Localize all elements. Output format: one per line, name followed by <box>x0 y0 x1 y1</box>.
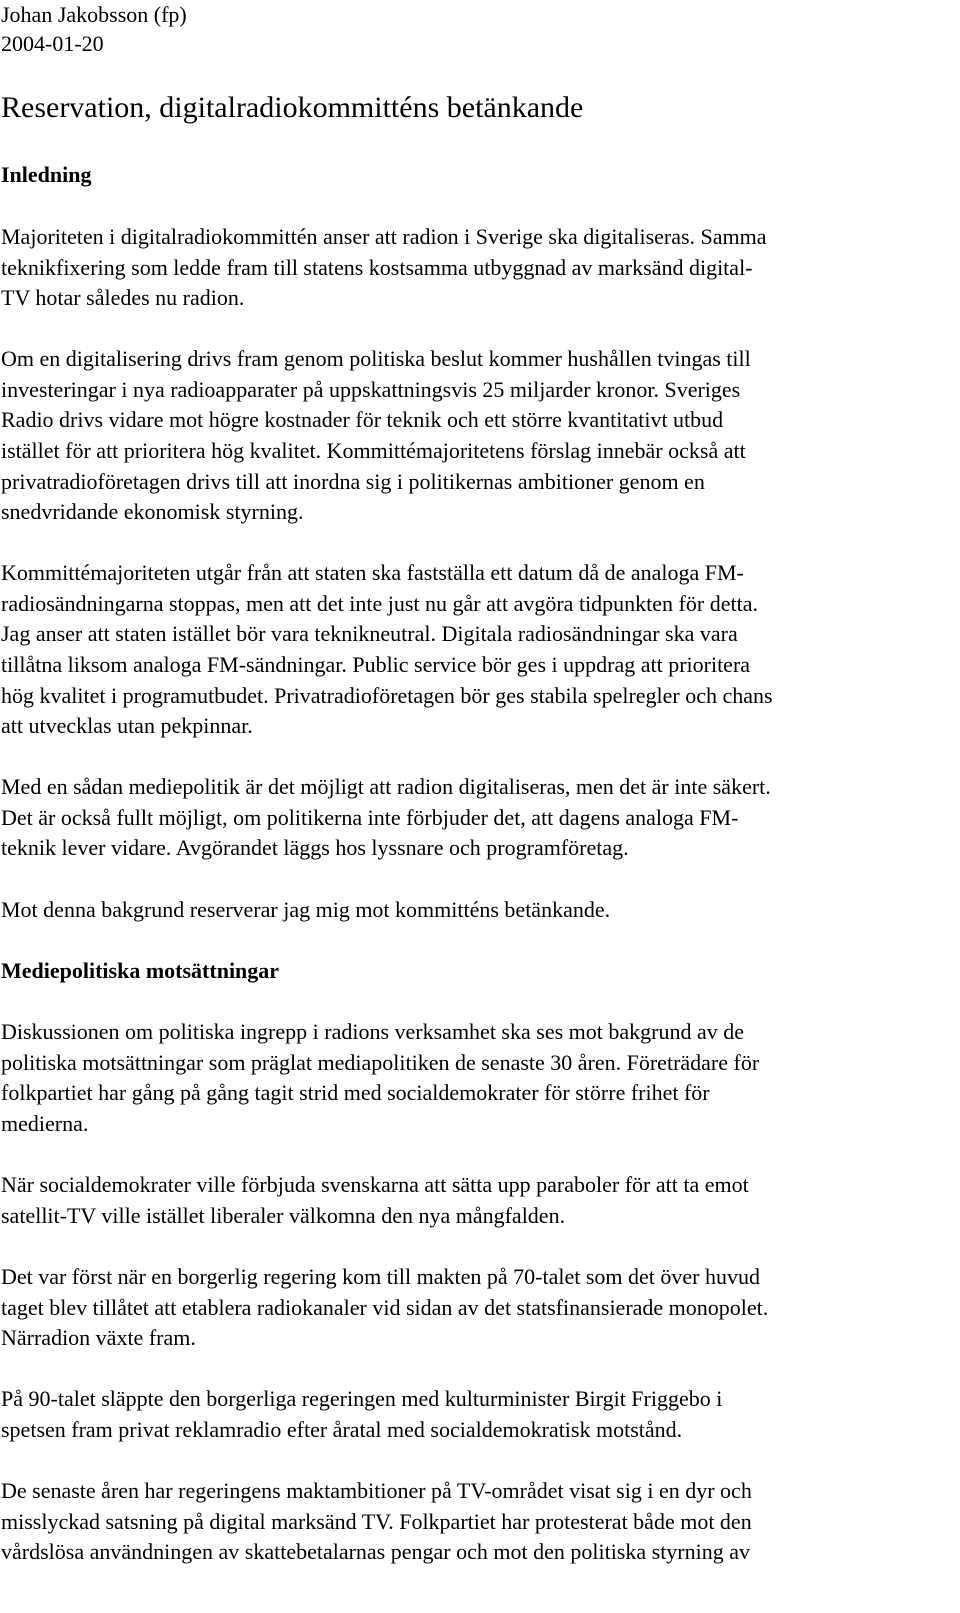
paragraph-line: Radio drivs vidare mot högre kostnader för teknik och ett större kvantitativt utbud <box>1 407 724 433</box>
paragraph-line: Med en sådan mediepolitik är det möjligt att radion digitaliseras, men det är inte säkert. <box>1 774 771 799</box>
paragraph-line: Om en digitalisering drivs fram genom politiska beslut kommer hushållen tvingas till <box>1 346 751 371</box>
date-line: 2004-01-20 <box>1 31 104 56</box>
paragraph-line: TV hotar således nu radion. <box>1 285 245 311</box>
paragraph-line: medierna. <box>1 1111 89 1137</box>
paragraph-line: att utvecklas utan pekpinnar. <box>1 713 253 739</box>
paragraph-line: istället för att prioritera hög kvalitet. Kommittémajoritetens förslag innebär också att <box>1 438 746 464</box>
paragraph <box>1 1017 759 1140</box>
paragraph <box>1 344 751 528</box>
paragraph-line: teknikfixering som ledde fram till statens kostsamma utbyggnad av marksänd digital- <box>1 254 753 280</box>
paragraph-line: Det är också fullt möjligt, om politikerna inte förbjuder det, att dagens analoga FM- <box>1 804 739 830</box>
paragraph-line: Mot denna bakgrund reserverar jag mig mot kommitténs betänkande. <box>1 897 611 922</box>
paragraph <box>1 895 610 926</box>
document-title: Reservation, digitalradiokommitténs betänkande <box>1 91 584 124</box>
paragraph-line: privatradioföretagen drivs till att inordna sig i politikernas ambitioner genom en <box>1 468 705 494</box>
paragraph-line: Närradion växte fram. <box>1 1325 196 1351</box>
paragraph-line: Jag anser att staten istället bör vara teknikneutral. Digitala radiosändningar ska vara <box>1 621 738 647</box>
paragraph-line: teknik lever vidare. Avgörandet läggs hos lyssnare och programföretag. <box>1 835 629 861</box>
author-line: Johan Jakobsson (fp) <box>1 2 187 27</box>
section-heading-mediepolitiska-motsattningar: Mediepolitiska motsättningar <box>1 958 280 983</box>
paragraph-line: Diskussionen om politiska ingrepp i radions verksamhet ska ses mot bakgrund av de <box>1 1019 744 1044</box>
paragraph-line: tillåtna liksom analoga FM-sändningar. Public service bör ges i uppdrag att prioritera <box>1 652 751 678</box>
paragraph <box>1 1476 752 1568</box>
section-heading-inledning: Inledning <box>1 162 92 187</box>
paragraph-line: När socialdemokrater ville förbjuda svenskarna att sätta upp paraboler för att ta emot <box>1 1172 749 1197</box>
paragraph-line: spetsen fram privat reklamradio efter åratal med socialdemokratisk motstånd. <box>1 1416 683 1442</box>
paragraph-line: Majoriteten i digitalradiokommittén anser att radion i Sverige ska digitaliseras. Samma <box>1 224 767 249</box>
paragraph <box>1 558 773 742</box>
paragraph <box>1 1384 722 1445</box>
paragraph-line: hög kvalitet i programutbudet. Privatradioföretagen bör ges stabila spelregler och chans <box>1 682 773 708</box>
paragraph-line: snedvridande ekonomisk styrning. <box>1 499 304 525</box>
paragraph-line: investeringar i nya radioapparater på uppskattningsvis 25 miljarder kronor. Sveriges <box>1 376 741 402</box>
paragraph-line: folkpartiet har gång på gång tagit strid med socialdemokrater för större frihet för <box>1 1080 710 1106</box>
paragraph-line: De senaste åren har regeringens maktambitioner på TV-området visat sig i en dyr och <box>1 1478 752 1503</box>
paragraph <box>1 772 771 864</box>
paragraph-line: radiosändningarna stoppas, men att det inte just nu går att avgöra tidpunkten för detta. <box>1 590 758 616</box>
paragraph <box>1 1170 749 1231</box>
paragraph-line: satellit-TV ville istället liberaler välkomna den nya mångfalden. <box>1 1202 566 1228</box>
paragraph <box>1 222 767 314</box>
paragraph-line: misslyckad satsning på digital marksänd TV. Folkpartiet har protesterat både mot den <box>1 1508 752 1534</box>
paragraph-line: Det var först när en borgerlig regering kom till makten på 70-talet som det över huvud <box>1 1264 760 1289</box>
paragraph-line: Kommittémajoriteten utgår från att staten ska fastställa ett datum då de analoga FM- <box>1 560 744 585</box>
paragraph-line: politiska motsättningar som präglat mediapolitiken de senaste 30 åren. Företrädare för <box>1 1049 760 1075</box>
paragraph <box>1 1262 768 1354</box>
paragraph-line: vårdslösa användningen av skattebetalarnas pengar och mot den politiska styrning av <box>1 1539 751 1565</box>
paragraph-line: taget blev tillåtet att etablera radiokanaler vid sidan av det statsfinansierade monopolet. <box>1 1294 769 1320</box>
paragraph-line: På 90-talet släppte den borgerliga regeringen med kulturminister Birgit Friggebo i <box>1 1386 723 1411</box>
